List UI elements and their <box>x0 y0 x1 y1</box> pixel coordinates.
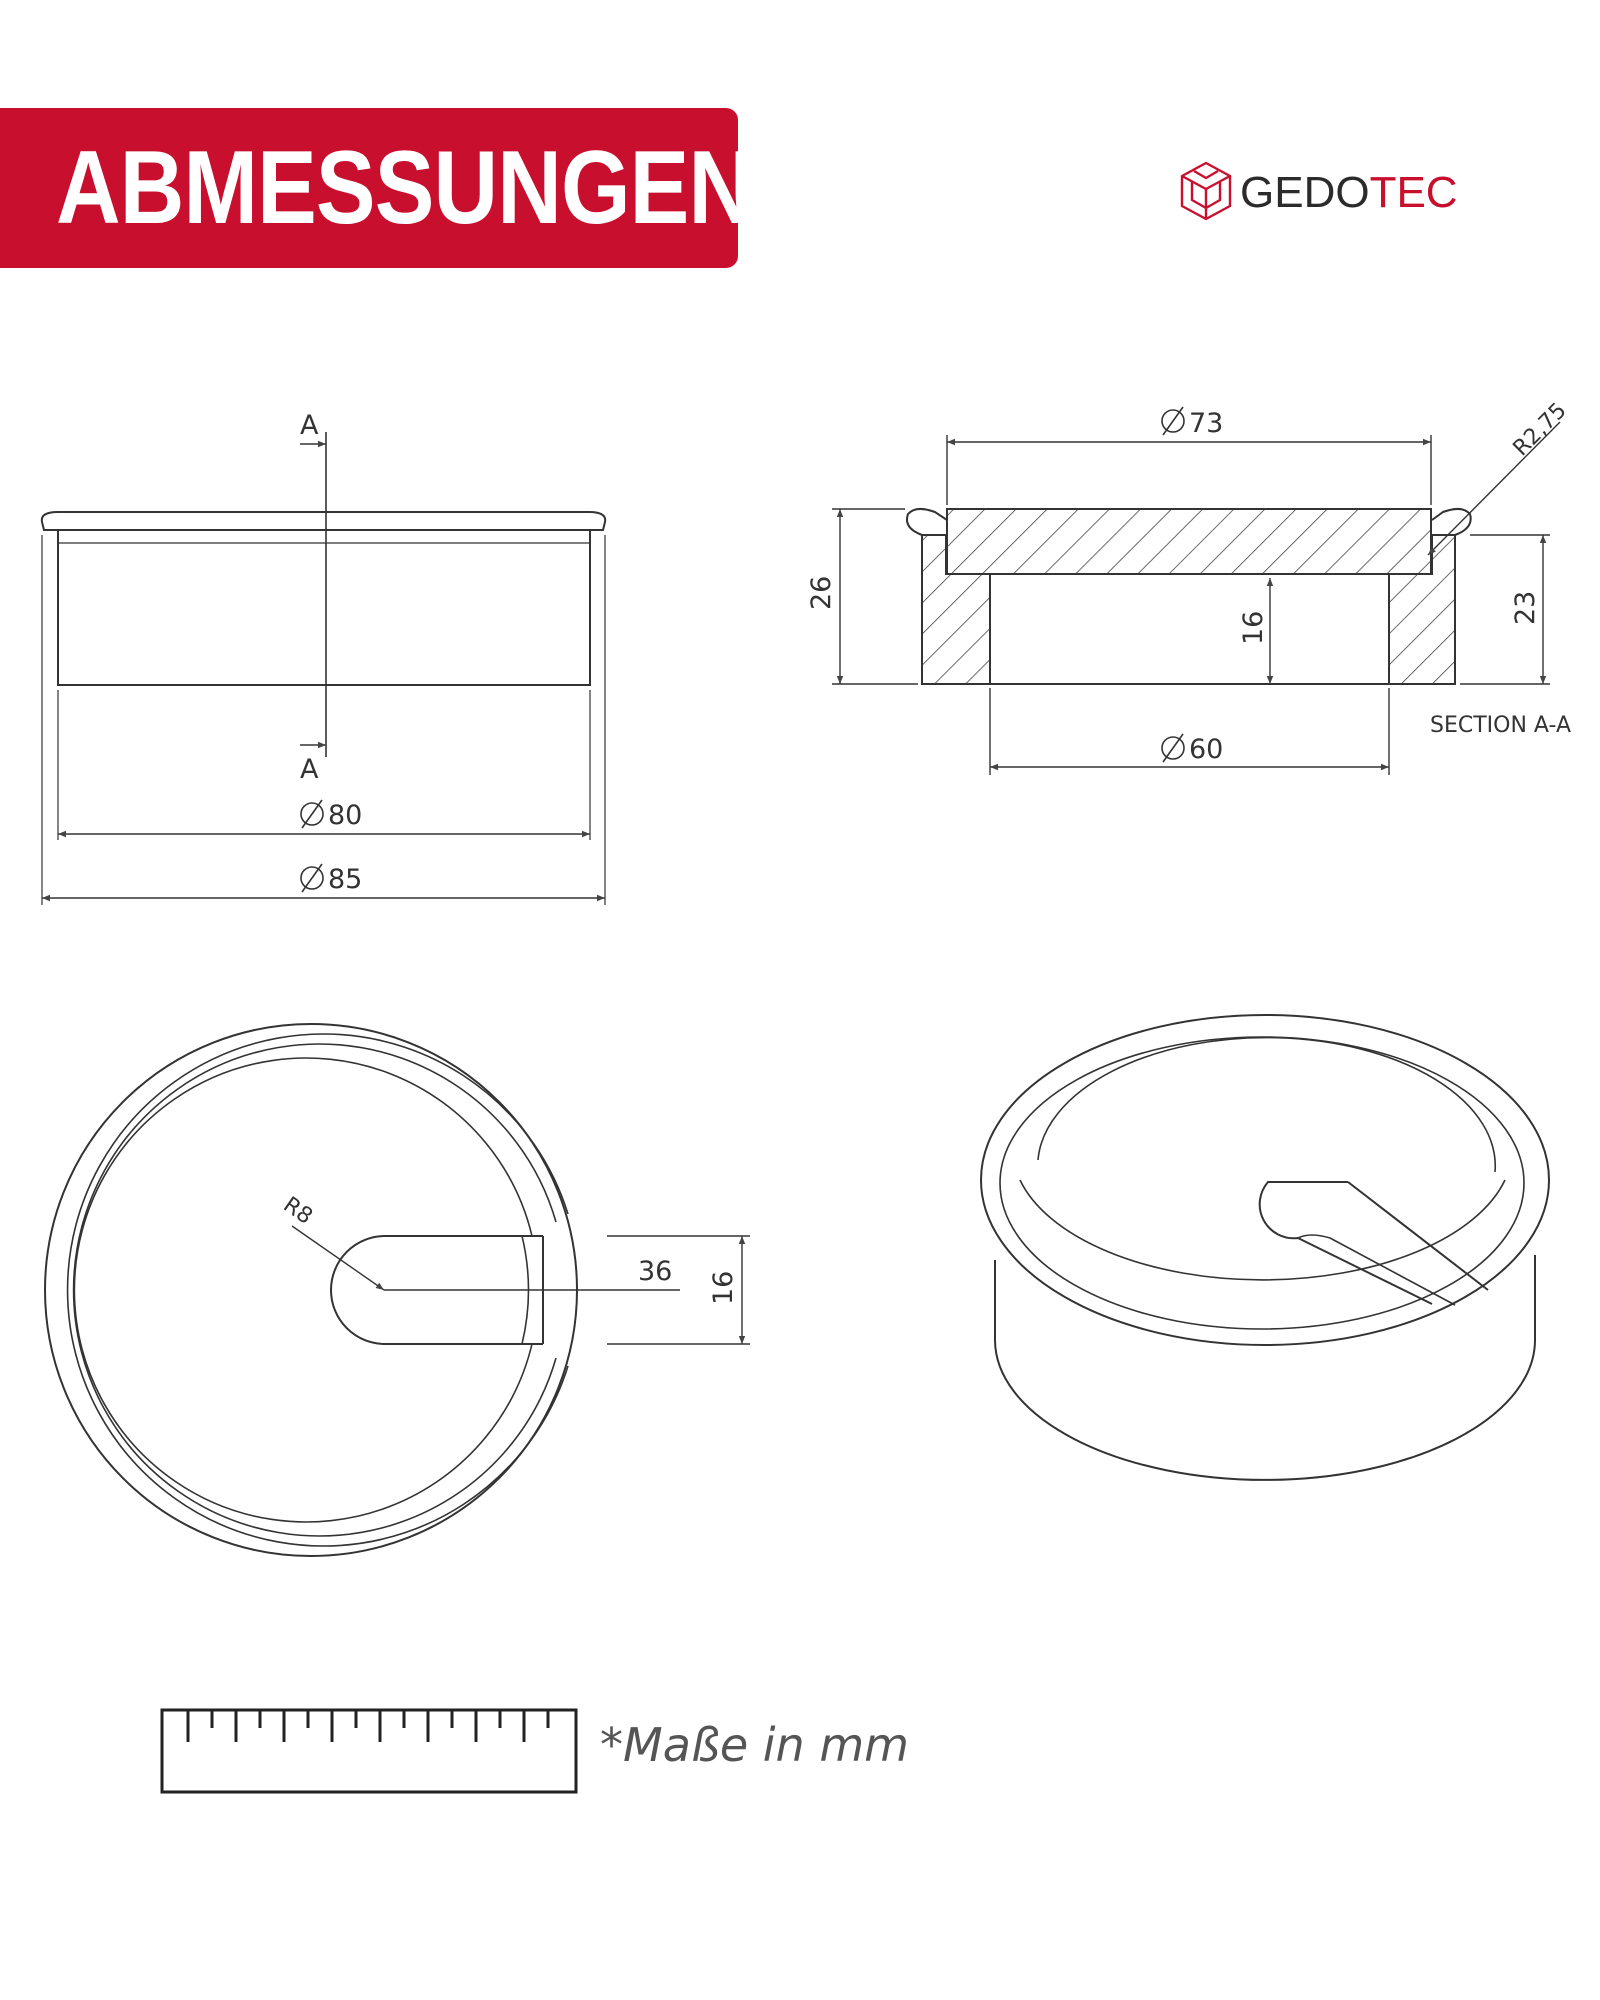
dim-label-80: 80 <box>328 800 363 831</box>
logo-text-part1: GEDO <box>1240 168 1370 217</box>
isometric-view <box>981 1015 1549 1480</box>
units-note: *Maße in mm <box>600 1718 909 1772</box>
dim-label-r8: R8 <box>278 1192 317 1230</box>
section-caption: SECTION A-A <box>1430 713 1571 738</box>
page-title: ABMESSUNGEN <box>56 130 753 246</box>
logo-text-part2: TEC <box>1369 168 1458 217</box>
dim-label-85: 85 <box>328 864 363 895</box>
side-view-body <box>58 530 590 685</box>
dim-leader-r8 <box>292 1226 384 1290</box>
iso-slot <box>1260 1182 1432 1304</box>
dim-label-60: 60 <box>1189 734 1224 765</box>
iso-top-ellipse <box>981 1015 1549 1345</box>
ruler-icon <box>162 1710 576 1792</box>
section-view <box>907 509 1471 684</box>
dim-label-26: 26 <box>806 575 837 610</box>
dim-label-73: 73 <box>1189 408 1224 439</box>
section-mark-bottom: A <box>300 754 319 785</box>
side-view <box>42 432 605 905</box>
dim-label-36: 36 <box>638 1256 673 1287</box>
side-view-flange <box>42 512 605 530</box>
dim-label-16: 16 <box>1238 610 1269 645</box>
dim-label-23: 23 <box>1510 590 1541 625</box>
dim-label-slot-16: 16 <box>708 1270 739 1305</box>
dim-label-r275: R2,75 <box>1508 398 1572 462</box>
section-mark-top: A <box>300 410 319 441</box>
section-lid <box>947 509 1431 574</box>
